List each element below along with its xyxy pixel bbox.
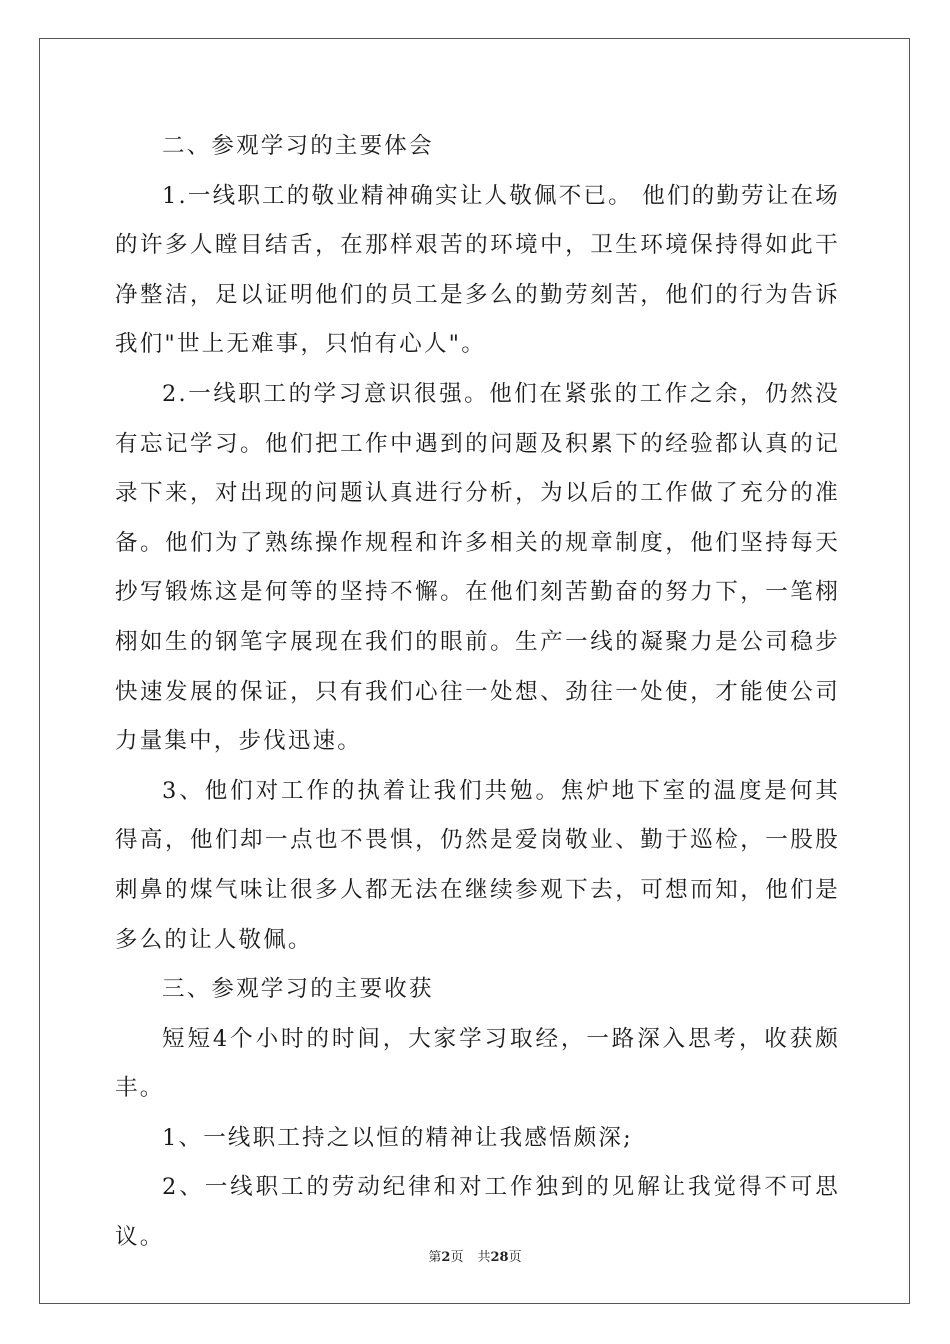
section-heading-3: 三、参观学习的主要收获 [162, 976, 434, 1003]
total-unit: 页 [508, 1250, 522, 1265]
page-current: 2 [441, 1250, 451, 1265]
paragraph-point-1: 1.一线职工的敬业精神确实让人敬佩不已。 他们的勤劳让在场的许多人瞠目结舌，在那样艰苦的环境中，卫生环境保持得如此干净整洁，足以证明他们的员工是多么的勤劳刻苦，他们的行为告诉我们"世上无难事，只怕有心人"。 [115, 182, 840, 358]
document-body [115, 122, 840, 1263]
section-heading-2: 二、参观学习的主要体会 [162, 133, 434, 159]
page-prefix: 第 [428, 1250, 442, 1265]
total-prefix: 共 [477, 1250, 491, 1265]
paragraph-summary: 短短4个小时的时间，大家学习取经，一路深入思考，收获颇丰。 [115, 1025, 840, 1102]
page-total: 28 [490, 1250, 509, 1265]
page-footer [0, 1246, 950, 1265]
paragraph-point-2: 2.一线职工的学习意识很强。他们在紧张的工作之余，仍然没有忘记学习。他们把工作中遇到的问题及积累下的经验都认真的记录下来，对出现的问题认真进行分析，为以后的工作做了充分的准备。他们为了熟练操作规程和许多相关的规章制度，他们坚持每天抄写锻炼这是何等的坚持不懈。在他们刻苦勤奋的努力下，一笔栩栩如生的钢笔字展现在我们的眼前。生产一线的凝聚力是公司稳步快速发展的保证，只有我们心往一处想、劲往一处使，才能使公司力量集中，步伐迅速。 [115, 380, 840, 755]
page-unit: 页 [450, 1250, 464, 1265]
list-item-gain-2: 2、一线职工的劳动纪律和对工作独到的见解让我觉得不可思议。 [115, 1174, 840, 1251]
paragraph-point-3: 3、他们对工作的执着让我们共勉。焦炉地下室的温度是何其得高，他们却一点也不畏惧，仍然是爱岗敬业、勤于巡检，一股股刺鼻的煤气味让很多人都无法在继续参观下去，可想而知，他们是多么的让人敬佩。 [115, 777, 840, 953]
list-item-gain-1: 1、一线职工持之以恒的精神让我感悟颇深; [162, 1124, 633, 1151]
